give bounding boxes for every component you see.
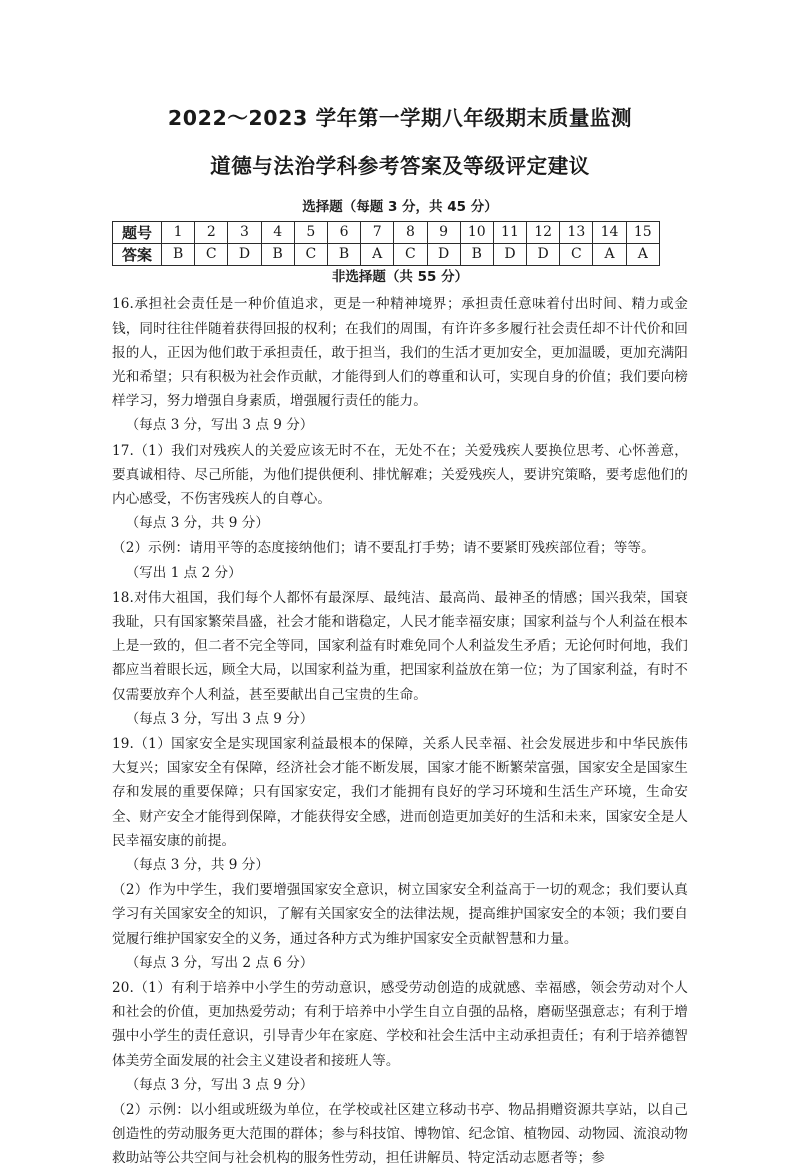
table-cell-answer: B (460, 243, 493, 265)
table-cell-qnum: 12 (527, 221, 560, 243)
table-cell-qnum: 7 (361, 221, 394, 243)
score-note: （每点 3 分，共 9 分） (125, 857, 269, 874)
answer-body-q16 (112, 291, 688, 437)
table-cell-answer: C (394, 243, 427, 265)
answer-text: 17.（1）我们对残疾人的关爱应该无时不在，无处不在；关爱残疾人要换位思考、心怀善意，要真诚相待、尽己所能，为他们提供便利、排忧解难；关爱残疾人，要讲究策略，要考虑他们的内心感受，不伤害残疾人的自尊心。 (112, 442, 688, 507)
score-note: （每点 3 分，写出 3 点 9 分） (125, 1076, 314, 1093)
answer-body-q19-1 (112, 731, 688, 877)
table-cell-qnum: 14 (593, 221, 626, 243)
choice-section-heading: 选择题（每题 3 分，共 45 分） (302, 199, 498, 216)
table-cell-qnum: 5 (294, 221, 327, 243)
table-cell-qnum: 13 (560, 221, 593, 243)
table-cell-qnum: 4 (261, 221, 294, 243)
score-note: （每点 3 分，写出 3 点 9 分） (125, 710, 314, 727)
answer-text: （2）示例：请用平等的态度接纳他们；请不要乱打手势；请不要紧盯残疾部位看；等等。 (112, 540, 655, 557)
table-cell-answer: B (162, 243, 195, 265)
table-cell-answer: C (560, 243, 593, 265)
page-title-line-1: 2022～2023 学年第一学期八年级期末质量监测 (167, 106, 633, 130)
table-cell-qnum: 8 (394, 221, 427, 243)
answer-text: （2）作为中学生，我们要增强国家安全意识，树立国家安全利益高于一切的观念；我们要认真学习有关国家安全的知识，了解有关国家安全的法律法规，提高维护国家安全的本领；我们要自觉履行维护国家安全的义务，通过各种方式为维护国家安全贡献智慧和力量。 (112, 882, 688, 947)
answer-body-q20-2 (112, 1097, 688, 1171)
table-cell-answer: B (327, 243, 360, 265)
page-title-line-2: 道德与法治学科参考答案及等级评定建议 (210, 153, 590, 178)
table-cell-qnum: 6 (327, 221, 360, 243)
table-header-question-number: 题号 (113, 221, 162, 243)
noncheck-section-heading: 非选择题（共 55 分） (331, 268, 469, 285)
table-cell-answer: C (195, 243, 228, 265)
table-cell-qnum: 10 (460, 221, 493, 243)
answer-key-table (112, 221, 660, 266)
table-cell-answer: C (294, 243, 327, 265)
answer-text: 18.对伟大祖国，我们每个人都怀有最深厚、最纯洁、最高尚、最神圣的情感；国兴我荣，国衰我耻，只有国家繁荣昌盛，社会才能和谐稳定，人民才能幸福安康；国家利益与个人利益在根本上是一致的，但二者不完全等同，国家利益有时难免同个人利益发生矛盾；无论何时何地，我们都应当着眼长远，顾全大局，以国家利益为重，把国家利益放在第一位；为了国家利益，有时不仅需要放弃个人利益，甚至要献出自己宝贵的生命。 (112, 589, 688, 703)
table-cell-answer: A (626, 243, 659, 265)
answer-body-q19-2 (112, 877, 688, 975)
table-cell-answer: D (427, 243, 460, 265)
table-cell-qnum: 15 (626, 221, 659, 243)
page-content (112, 0, 688, 1171)
score-note: （写出 1 点 2 分） (125, 564, 242, 581)
answer-body-q17-2 (112, 535, 688, 584)
answer-text: 20.（1）有利于培养中小学生的劳动意识，感受劳动创造的成就感、幸福感，领会劳动对个人和社会的价值，更加热爱劳动；有利于培养中小学生自立自强的品格，磨砺坚强意志；有利于增强中小学生的责任意识，引导青少年在家庭、学校和社会生活中主动承担责任；有利于培养德智体美劳全面发展的社会主义建设者和接班人等。 (112, 980, 688, 1069)
answer-body-q17-1 (112, 438, 688, 536)
table-cell-qnum: 9 (427, 221, 460, 243)
score-note: （每点 3 分，写出 3 点 9 分） (125, 417, 314, 434)
answer-text: 19.（1）国家安全是实现国家利益最根本的保障，关系人民幸福、社会发展进步和中华民族伟大复兴；国家安全有保障，经济社会才能不断发展，国家才能不断繁荣富强，国家安全是国家生存和发展的重要保障；只有国家安定，我们才能拥有良好的学习环境和生活生产环境，生命安全、财产安全才能得到保障，才能获得安全感，进而创造更加美好的生活和未来，国家安全是人民幸福安康的前提。 (112, 736, 688, 849)
answer-text: （2）示例：以小组或班级为单位，在学校或社区建立移动书亭、物品捐赠资源共享站，以自己创造性的劳动服务更大范围的群体；参与科技馆、博物馆、纪念馆、植物园、动物园、流浪动物救助站等公共空间与社会机构的服务性劳动，担任讲解员、特定活动志愿者等；参 (112, 1102, 688, 1167)
table-cell-answer: B (261, 243, 294, 265)
score-note: （每点 3 分，共 9 分） (125, 515, 269, 532)
answer-body-q18 (112, 585, 688, 731)
table-cell-answer: D (493, 243, 526, 265)
table-cell-qnum: 3 (228, 221, 261, 243)
table-row-question-numbers (113, 221, 660, 243)
table-cell-qnum: 1 (162, 221, 195, 243)
score-note: （每点 3 分，写出 2 点 6 分） (125, 954, 314, 971)
table-cell-answer: A (593, 243, 626, 265)
table-cell-answer: D (228, 243, 261, 265)
table-cell-answer: D (527, 243, 560, 265)
table-cell-qnum: 11 (493, 221, 526, 243)
answer-body-q20-1 (112, 975, 688, 1097)
table-header-answer: 答案 (113, 243, 162, 265)
answer-text: 16.承担社会责任是一种价值追求，更是一种精神境界；承担责任意味着付出时间、精力或金钱，同时往往伴随着获得回报的权利；在我们的周围，有许许多多履行社会责任却不计代价和回报的人，正因为他们敢于承担责任，敢于担当，我们的生活才更加安全，更加温暖，更加充满阳光和希望；只有积极为社会作贡献，才能得到人们的尊重和认可，实现自身的价值；我们要向榜样学习，努力增强自身素质，增强履行责任的能力。 (112, 296, 688, 410)
table-cell-answer: A (361, 243, 394, 265)
table-cell-qnum: 2 (195, 221, 228, 243)
table-row-answers (113, 243, 660, 265)
